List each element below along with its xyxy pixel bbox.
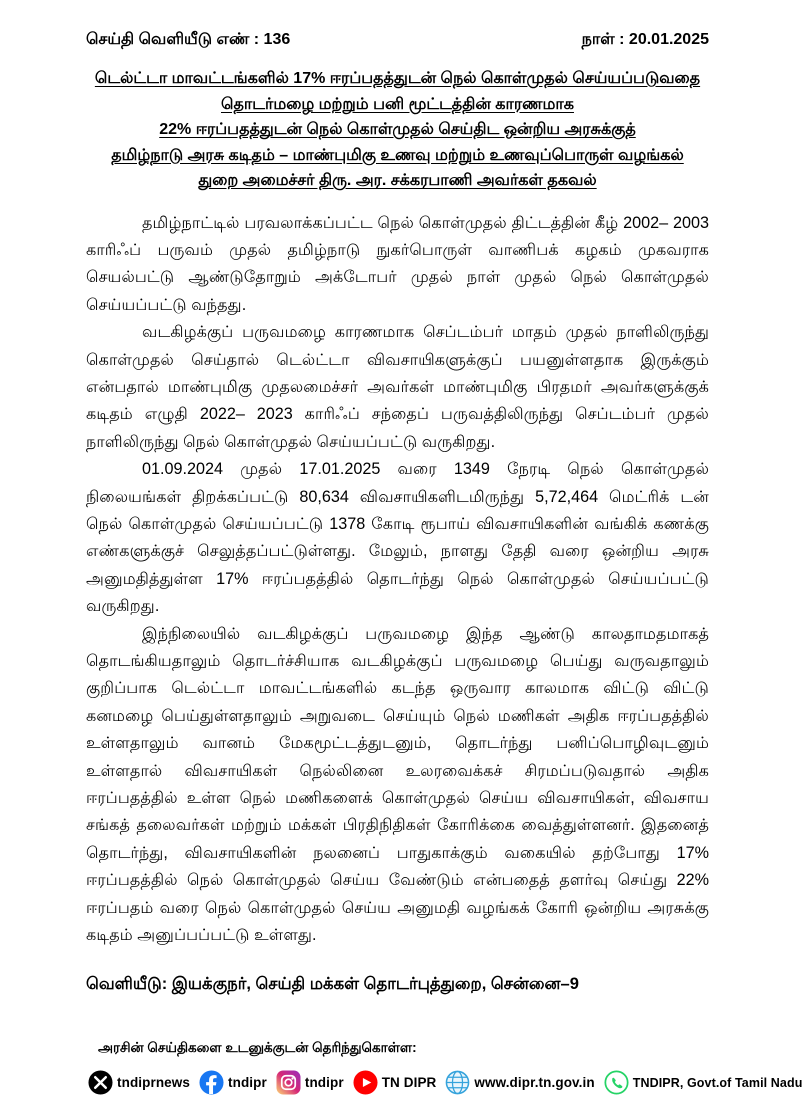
social-item-facebook bbox=[199, 1070, 267, 1095]
release-date: நாள் : 20.01.2025 bbox=[581, 31, 709, 48]
whatsapp-icon bbox=[604, 1070, 629, 1095]
document-header bbox=[86, 30, 709, 50]
title-line: துறை அமைச்சர் திரு. அர. சக்கரபாணி அவர்கள் தகவல் bbox=[198, 172, 597, 189]
social-item-youtube bbox=[353, 1070, 437, 1095]
facebook-icon bbox=[199, 1070, 224, 1095]
title-line: தொடர்மழை மற்றும் பனி மூட்டத்தின் காரணமாக bbox=[221, 95, 574, 113]
paragraph-3: 01.09.2024 முதல் 17.01.2025 வரை 1349 நேரடி நெல் கொள்முதல் நிலையங்கள் திறக்கப்பட்டு 80,634 விவசாயிகளிடமிருந்து 5,72,464 மெட்ரிக் டன் நெல் கொள்முதல் செய்யப்பட்டு 1378 கோடி ரூபாய் விவசாயிகளின் வங்கிக் கணக்கு எண்களுக்குச் செலுத்தப்பட்டுள்ளது. மேலும், நாளது தேதி வரை ஒன்றிய அரசு அனுமதித்துள்ள 17% ஈரப்பதத்தில் தொடர்ந்து நெல் கொள்முதல் செய்யப்பட்டு வருகிறது. bbox=[86, 460, 709, 616]
social-handle: TNDIPR, Govt.of Tamil Nadu bbox=[632, 1075, 802, 1090]
title-block bbox=[86, 66, 709, 194]
x-icon bbox=[88, 1070, 113, 1095]
title-line: டெல்ட்டா மாவட்டங்களில் 17% ஈரப்பதத்துடன் நெல் கொள்முதல் செய்யப்படுவதை bbox=[94, 70, 701, 87]
publisher-line: வெளியீடு: இயக்குநர், செய்தி மக்கள் தொடர்புத்துறை, சென்னை–9 bbox=[86, 975, 579, 994]
social-item-instagram bbox=[276, 1070, 344, 1095]
paragraph-2: வடகிழக்குப் பருவமழை காரணமாக செப்டம்பர் மாதம் முதல் நாளிலிருந்து கொள்முதல் செய்தால் டெல்ட்டா விவசாயிகளுக்குப் பயனுள்ளதாக இருக்கும் என்பதால் மாண்புமிகு முதலமைச்சர் அவர்கள் மாண்புமிகு பிரதமர் அவர்களுக்குக் கடிதம் எழுதி 2022– 2023 காரிஃப் சந்தைப் பருவத்திலிருந்து செப்டம்பர் முதல் நாளிலிருந்து நெல் கொள்முதல் செய்யப்பட்டு வருகிறது. bbox=[86, 323, 709, 451]
body-text bbox=[86, 210, 709, 950]
paragraph-4: இந்நிலையில் வடகிழக்குப் பருவமழை இந்த ஆண்டு காலதாமதமாகத் தொடங்கியதாலும் தொடர்ச்சியாக வடகிழக்குப் பருவமழை பெய்து வருவதாலும் குறிப்பாக டெல்ட்டா மாவட்டங்களில் கடந்த ஒருவார காலமாக விட்டு விட்டு கனமழை பெய்துள்ளதாலும் அறுவடை செய்யும் நெல் மணிகள் அதிக ஈரப்பதத்தில் உள்ளதாலும் வானம் மேகமூட்டத்துடனும், தொடர்ந்து பனிப்பொழிவுடனும் உள்ளதால் விவசாயிகள் நெல்லினை உலரவைக்கச் சிரமப்படுவதால் அதிக ஈரப்பதத்தில் உள்ள நெல் மணிகளைக் கொள்முதல் செய்ய விவசாயிகள், விவசாய சங்கத் தலைவர்கள் மற்றும் மக்கள் பிரதிநிதிகள் கோரிக்கை வைத்துள்ளனர். இதனைத் தொடர்ந்து, விவசாயிகளின் நலனைப் பாதுகாக்கும் வகையில் தற்போது 17% ஈரப்பதத்தில் நெல் கொள்முதல் செய்ய வேண்டும் என்பதைத் தளர்வு செய்து 22% ஈரப்பதம் வரை நெல் கொள்முதல் செய்ய அனுமதி வழங்கக் கோரி ஒன்றிய அரசுக்கு கடிதம் அனுப்பப்பட்டு உள்ளது. bbox=[86, 624, 709, 945]
social-handle: tndipr bbox=[304, 1075, 344, 1091]
paragraph-1: தமிழ்நாட்டில் பரவலாக்கப்பட்ட நெல் கொள்முதல் திட்டத்தின் கீழ் 2002– 2003 காரிஃப் பருவம் முதல் தமிழ்நாடு நுகர்பொருள் வாணிபக் கழகம் முகவராக செயல்பட்டு ஆண்டுதோறும் அக்டோபர் முதல் நாள் முதல் நெல் கொள்முதல் செய்யப்பட்டு வந்தது. bbox=[86, 213, 709, 314]
social-item-website bbox=[445, 1070, 594, 1095]
social-media-row bbox=[88, 1070, 802, 1095]
release-number: செய்தி வெளியீடு எண் : 136 bbox=[86, 31, 291, 48]
social-item-x bbox=[88, 1070, 190, 1095]
social-handle: TN DIPR bbox=[381, 1075, 437, 1091]
globe-icon bbox=[445, 1070, 470, 1095]
title-line: 22% ஈரப்பதத்துடன் நெல் கொள்முதல் செய்திட ஒன்றிய அரசுக்குத் bbox=[159, 121, 636, 138]
social-handle: tndiprnews bbox=[117, 1075, 191, 1091]
social-handle: www.dipr.tn.gov.in bbox=[474, 1075, 595, 1091]
youtube-icon bbox=[353, 1070, 378, 1095]
social-item-whatsapp bbox=[604, 1070, 802, 1095]
footer-note: அரசின் செய்திகளை உடனுக்குடன் தெரிந்துகொள்ள: bbox=[98, 1040, 417, 1056]
social-handle: tndipr bbox=[228, 1075, 267, 1091]
title-line: தமிழ்நாடு அரசு கடிதம் – மாண்புமிகு உணவு மற்றும் உணவுப்பொருள் வழங்கல் bbox=[111, 146, 684, 164]
instagram-icon bbox=[276, 1070, 301, 1095]
